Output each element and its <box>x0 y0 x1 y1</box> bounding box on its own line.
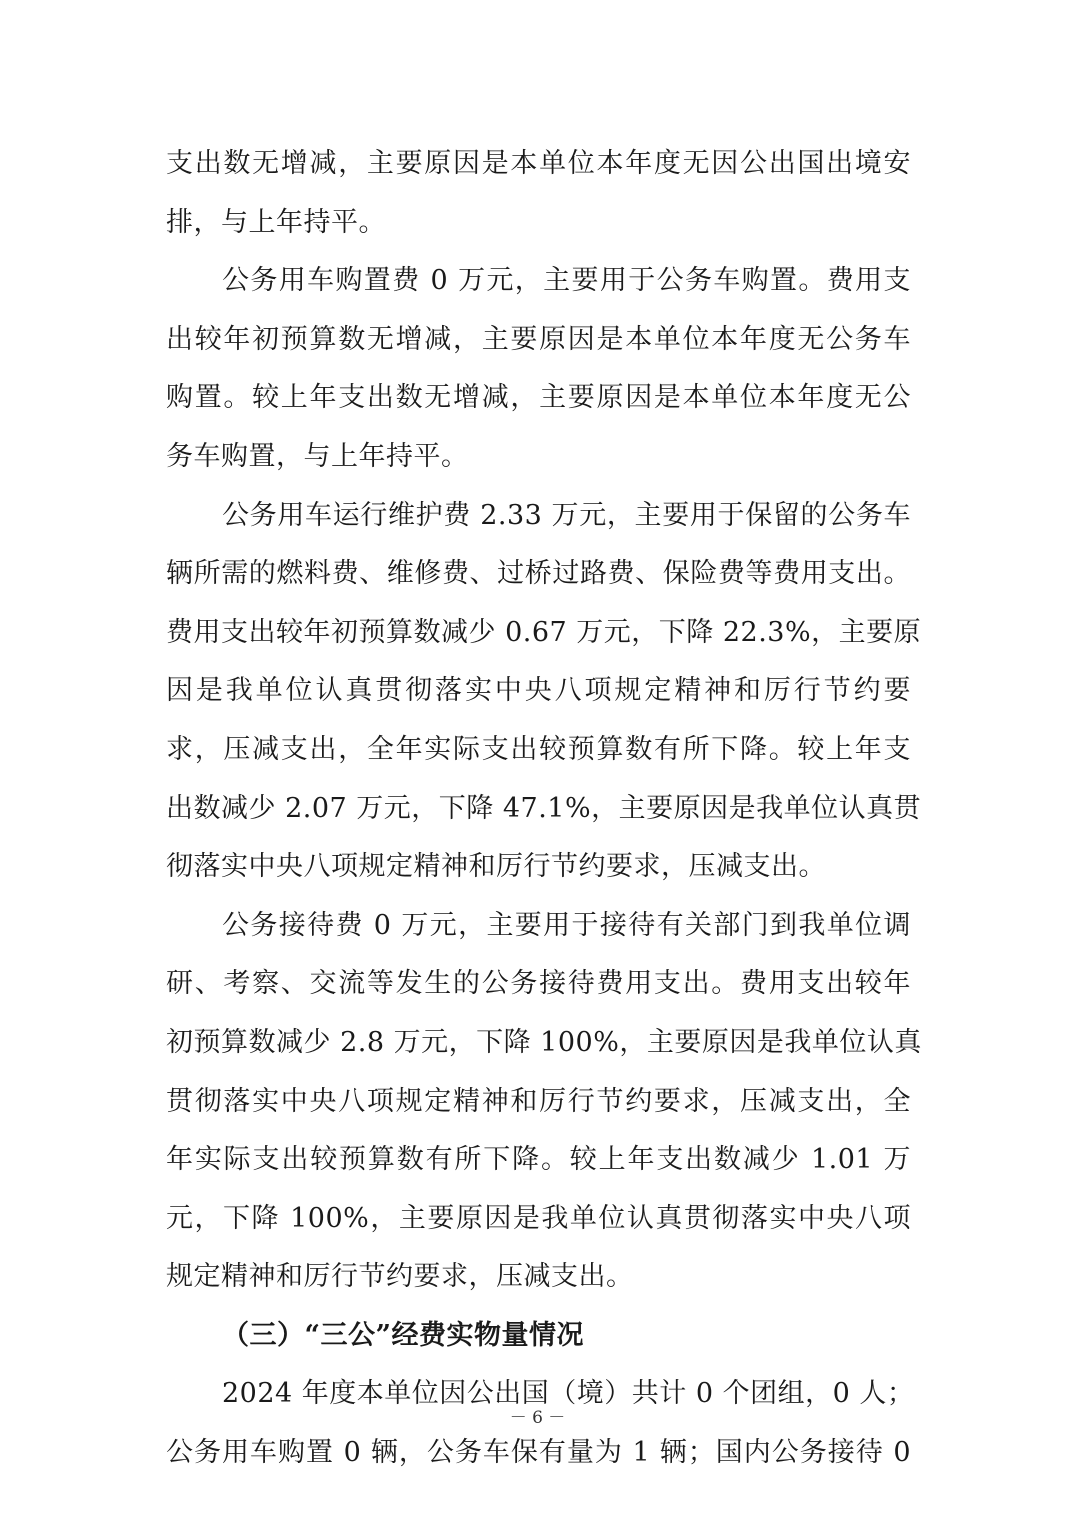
text-line: 排，与上年持平。 <box>166 206 386 238</box>
paragraph-start: 公务接待费 0 万元，主要用于接待有关部门到我单位调 <box>222 909 911 941</box>
paragraph-start: 2024 年度本单位因公出国（境）共计 0 个团组，0 人； <box>222 1378 915 1410</box>
body-text <box>166 135 922 1483</box>
page-number: － 6 － <box>509 1408 566 1428</box>
text-line: 出较年初预算数无增减，主要原因是本单位本年度无公务车 <box>166 323 911 355</box>
text-line: 研、考察、交流等发生的公务接待费用支出。费用支出较年 <box>166 968 911 1000</box>
text-line: 支出数无增减，主要原因是本单位本年度无因公出国出境安 <box>166 148 911 179</box>
text-line: 彻落实中央八项规定精神和厉行节约要求，压减支出。 <box>166 851 826 883</box>
text-line: 购置。较上年支出数无增减，主要原因是本单位本年度无公 <box>166 382 911 414</box>
text-line: 求，压减支出，全年实际支出较预算数有所下降。较上年支 <box>166 733 911 765</box>
text-line: 元，下降 100%，主要原因是我单位认真贯彻落实中央八项 <box>166 1202 911 1234</box>
section-heading: （三）“三公”经费实物量情况 <box>222 1319 585 1351</box>
text-line: 因是我单位认真贯彻落实中央八项规定精神和厉行节约要 <box>166 675 911 707</box>
text-line: 年实际支出较预算数有所下降。较上年支出数减少 1.01 万 <box>166 1144 911 1176</box>
text-line: 辆所需的燃料费、维修费、过桥过路费、保险费等费用支出。 <box>166 558 911 590</box>
text-line: 费用支出较年初预算数减少 0.67 万元，下降 22.3%，主要原 <box>166 616 922 648</box>
text-line: 公务用车购置 0 辆，公务车保有量为 1 辆；国内公务接待 0 <box>166 1437 911 1469</box>
paragraph-start: 公务用车运行维护费 2.33 万元，主要用于保留的公务车 <box>222 499 911 531</box>
text-line: 初预算数减少 2.8 万元，下降 100%，主要原因是我单位认真 <box>166 1026 922 1058</box>
text-line: 规定精神和厉行节约要求，压减支出。 <box>166 1261 634 1293</box>
text-line: 务车购置，与上年持平。 <box>166 440 469 472</box>
paragraph-start: 公务用车购置费 0 万元，主要用于公务车购置。费用支 <box>222 265 911 297</box>
text-line: 贯彻落实中央八项规定精神和厉行节约要求，压减支出，全 <box>166 1085 911 1117</box>
text-line: 出数减少 2.07 万元，下降 47.1%，主要原因是我单位认真贯 <box>166 792 922 824</box>
